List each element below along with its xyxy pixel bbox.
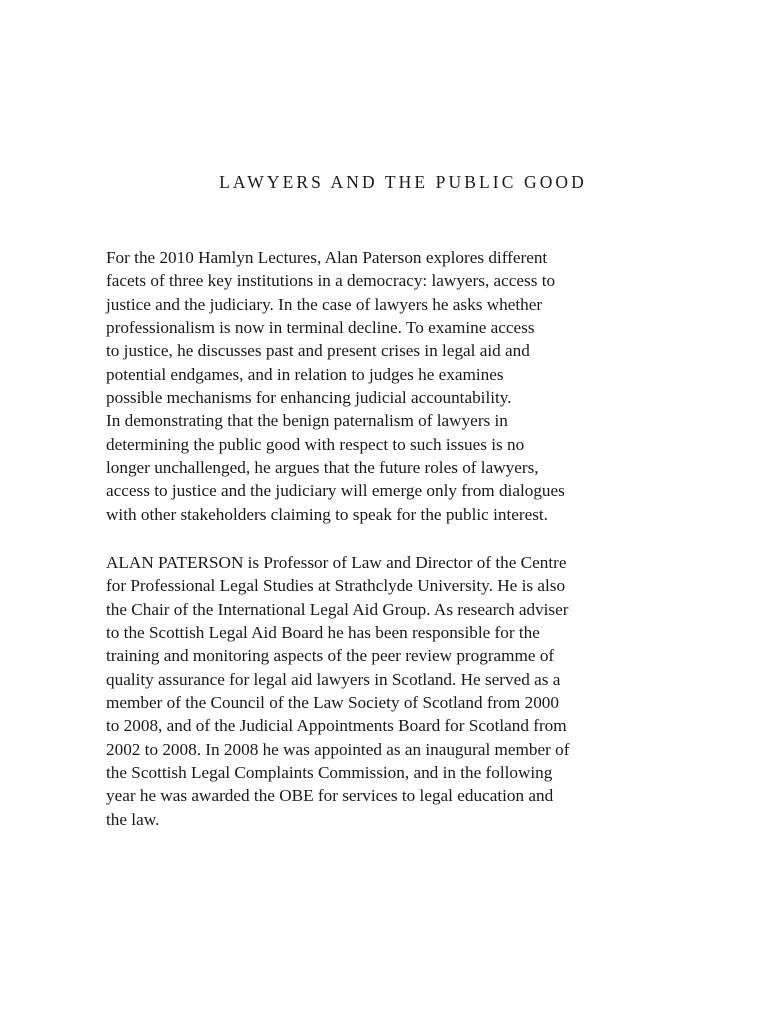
text-line: for Professional Legal Studies at Strathclyde University. He is also: [106, 576, 566, 596]
text-line: longer unchallenged, he argues that the future roles of lawyers,: [106, 458, 539, 478]
text-line: professionalism is now in terminal decline. To examine access: [106, 318, 535, 338]
text-line: access to justice and the judiciary will emerge only from dialogues: [106, 481, 565, 501]
text-line: the law.: [106, 809, 160, 829]
text-line: potential endgames, and in relation to judges he examines: [106, 364, 504, 384]
text-line: quality assurance for legal aid lawyers in Scotland. He served as a: [106, 669, 561, 689]
text-line: to 2008, and of the Judicial Appointments Board for Scotland from: [106, 716, 567, 736]
text-line: member of the Council of the Law Society of Scotland from 2000: [106, 693, 559, 713]
book-description-paragraph: [106, 246, 646, 526]
text-line: to the Scottish Legal Aid Board he has been responsible for the: [106, 623, 540, 643]
text-line: ALAN PATERSON is Professor of Law and Director of the Centre: [106, 553, 567, 572]
text-line: For the 2010 Hamlyn Lectures, Alan Paterson explores different: [106, 248, 548, 267]
text-line: the Chair of the International Legal Aid Group. As research adviser: [106, 599, 569, 619]
text-line: In demonstrating that the benign paternalism of lawyers in: [106, 411, 508, 431]
page-title: LAWYERS AND THE PUBLIC GOOD: [219, 172, 587, 192]
text-line: determining the public good with respect to such issues is no: [106, 434, 525, 454]
author-bio-paragraph: [106, 551, 646, 831]
text-line: to justice, he discusses past and present crises in legal aid and: [106, 341, 530, 361]
text-line: with other stakeholders claiming to speak for the public interest.: [106, 504, 548, 524]
text-line: possible mechanisms for enhancing judicial accountability.: [106, 388, 512, 408]
text-line: year he was awarded the OBE for services to legal education and: [106, 786, 554, 806]
text-line: facets of three key institutions in a democracy: lawyers, access to: [106, 271, 556, 291]
text-line: 2002 to 2008. In 2008 he was appointed as an inaugural member of: [106, 739, 570, 759]
text-line: justice and the judiciary. In the case of lawyers he asks whether: [106, 294, 543, 314]
text-line: the Scottish Legal Complaints Commission, and in the following: [106, 763, 553, 783]
text-line: training and monitoring aspects of the peer review programme of: [106, 646, 555, 666]
